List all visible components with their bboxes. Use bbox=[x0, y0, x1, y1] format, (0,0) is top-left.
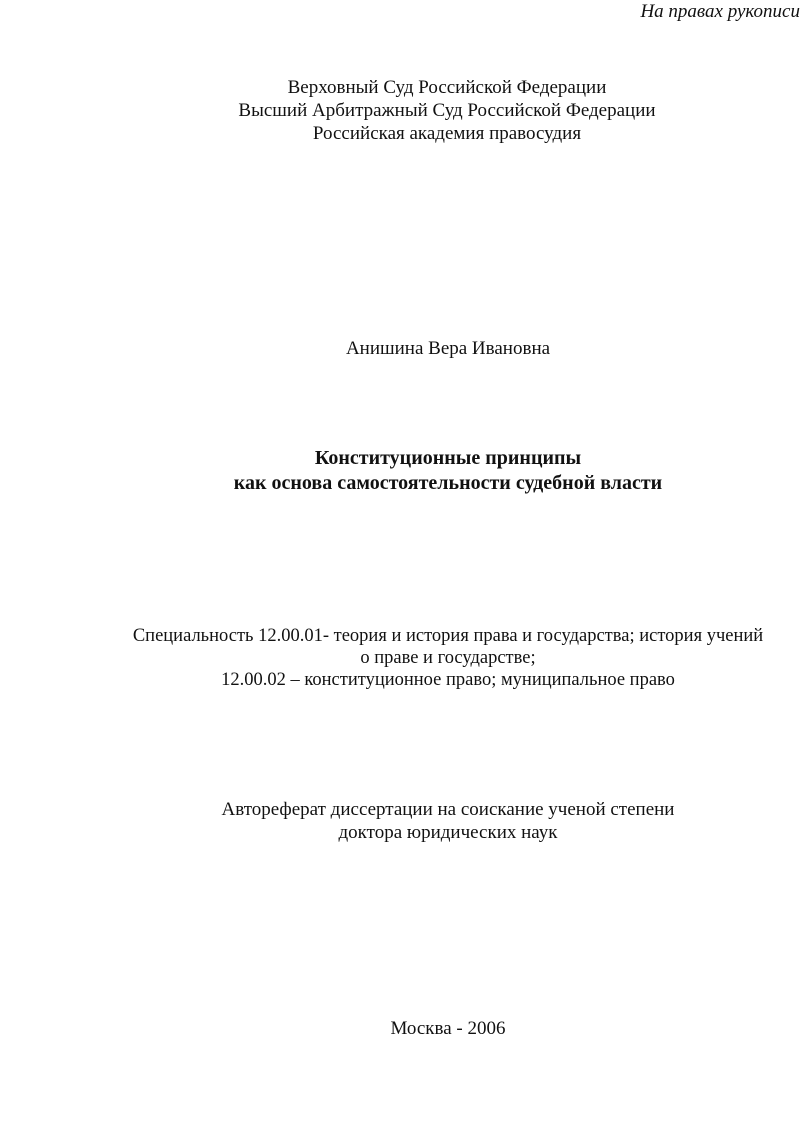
specialty-line: 12.00.02 – конституционное право; муниципальное право bbox=[221, 670, 675, 690]
specialty-line: о праве и государстве; bbox=[360, 648, 536, 668]
city-year-text: Москва - 2006 bbox=[390, 1018, 506, 1039]
city-year bbox=[0, 1017, 800, 1040]
manuscript-note: На правах рукописи bbox=[640, 1, 800, 22]
degree-statement bbox=[0, 798, 800, 844]
degree-line: Автореферат диссертации на соискание ученой степени bbox=[221, 799, 675, 820]
specialty-block bbox=[0, 625, 800, 691]
specialty-line: Специальность 12.00.01- теория и история права и государства; история учений bbox=[132, 626, 764, 646]
title-line: Конституционные принципы bbox=[314, 447, 582, 469]
author-name-text: Анишина Вера Ивановна bbox=[345, 338, 551, 359]
degree-line: доктора юридических наук bbox=[338, 822, 558, 843]
document-title bbox=[0, 446, 800, 496]
institution-line: Верховный Суд Российской Федерации bbox=[287, 77, 607, 98]
institutions-header bbox=[0, 76, 800, 145]
institution-line: Российская академия правосудия bbox=[312, 123, 582, 144]
author-name bbox=[0, 337, 800, 360]
institution-line: Высший Арбитражный Суд Российской Федерации bbox=[238, 100, 656, 121]
title-line: как основа самостоятельности судебной власти bbox=[233, 472, 663, 494]
